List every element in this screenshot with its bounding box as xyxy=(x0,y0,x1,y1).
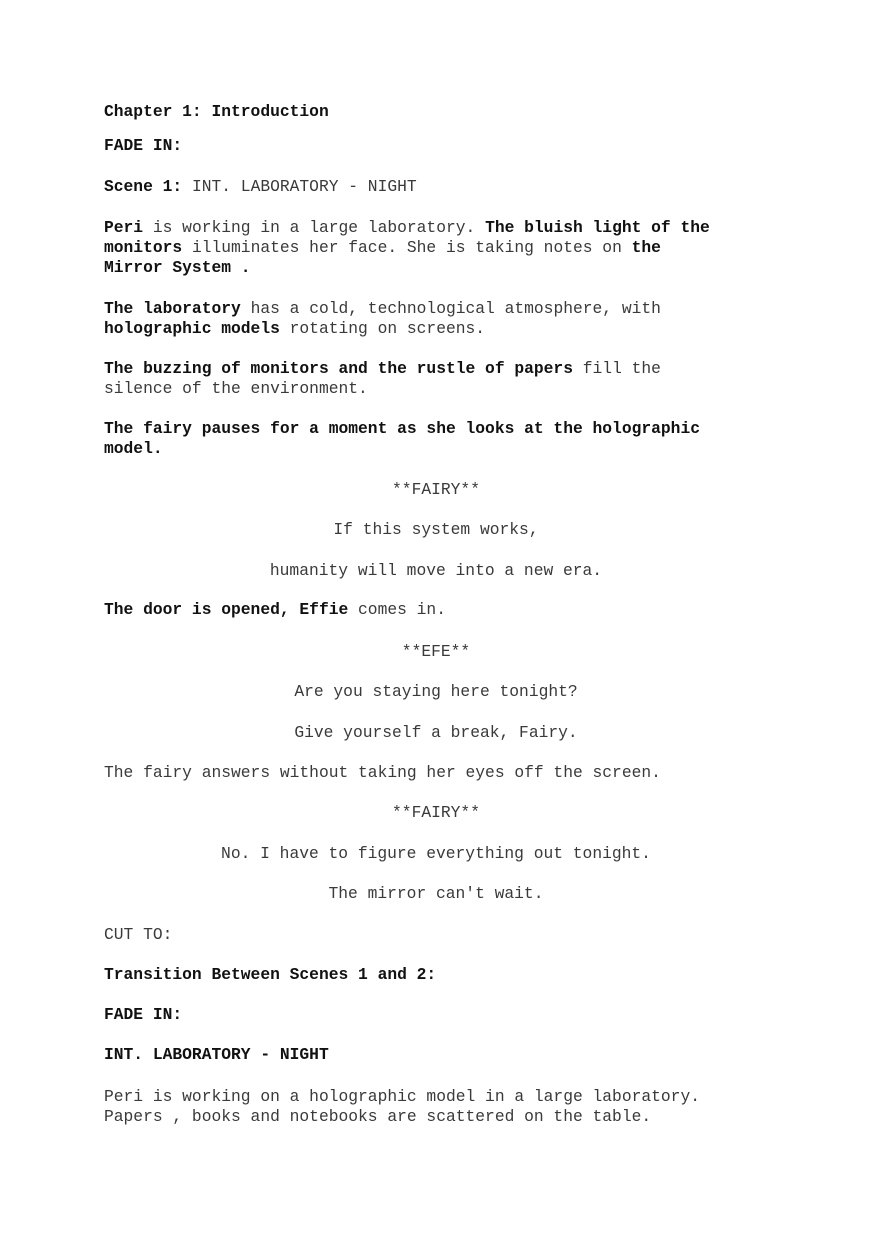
transition-heading: Transition Between Scenes 1 and 2: xyxy=(104,965,437,984)
fade-in-transition: FADE IN: xyxy=(104,136,183,155)
action-line: Papers , books and notebooks are scattered on the table. xyxy=(104,1107,652,1126)
scene-heading: INT. LABORATORY - NIGHT xyxy=(104,1045,329,1064)
dialogue-line: humanity will move into a new era. xyxy=(269,561,603,580)
dialogue-line: Are you staying here tonight? xyxy=(294,682,578,701)
action-line: The fairy answers without taking her eyes off the screen. xyxy=(104,763,661,782)
action-line: The laboratory has a cold, technological atmosphere, with xyxy=(104,299,661,318)
character-name: **FAIRY** xyxy=(392,803,480,822)
action-line: holographic models rotating on screens. xyxy=(104,319,486,338)
action-line: The door is opened, Effie comes in. xyxy=(104,600,446,619)
cut-to-transition: CUT TO: xyxy=(104,925,173,944)
action-line: The fairy pauses for a moment as she looks at the holographic xyxy=(104,419,700,438)
scene-label: Scene 1: xyxy=(104,177,183,196)
dialogue-line: If this system works, xyxy=(333,520,539,539)
fade-in-transition: FADE IN: xyxy=(104,1005,183,1024)
action-line: Peri is working in a large laboratory. The bluish light of the xyxy=(104,218,710,237)
scene-slugline: INT. LABORATORY - NIGHT xyxy=(182,177,417,196)
dialogue-line: Give yourself a break, Fairy. xyxy=(294,723,578,742)
dialogue-line: The mirror can't wait. xyxy=(328,884,544,903)
action-line: Peri is working on a holographic model in a large laboratory. xyxy=(104,1087,700,1106)
action-line: The buzzing of monitors and the rustle of papers fill the xyxy=(104,359,661,378)
action-line: Mirror System . xyxy=(104,258,251,277)
scene-heading xyxy=(104,177,417,197)
action-line: silence of the environment. xyxy=(104,379,368,398)
action-line: model. xyxy=(104,439,163,458)
chapter-title: Chapter 1: Introduction xyxy=(104,102,329,121)
character-name: **FAIRY** xyxy=(392,480,480,499)
action-line: monitors illuminates her face. She is taking notes on the xyxy=(104,238,661,257)
character-name: **EFE** xyxy=(401,642,471,661)
dialogue-line: No. I have to figure everything out tonight. xyxy=(221,844,651,863)
